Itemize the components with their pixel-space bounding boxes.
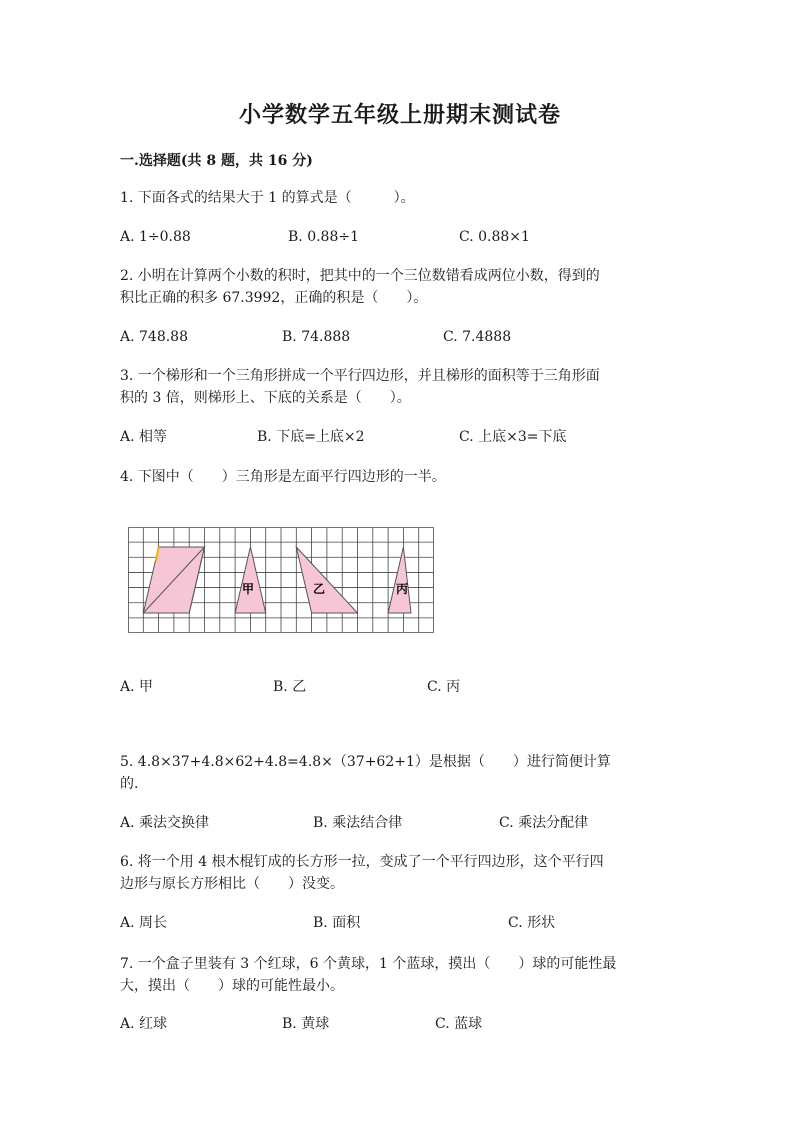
question-7-option-a[interactable]: A. 红球 [120, 1016, 168, 1032]
triangle-bing-label: 丙 [396, 582, 409, 596]
triangle-jia-label: 甲 [242, 582, 255, 596]
question-4-option-a[interactable]: A. 甲 [120, 679, 154, 695]
question-3-line-1: 3. 一个梯形和一个三角形拼成一个平行四边形，并且梯形的面积等于三角形面 [120, 368, 600, 384]
question-6-line-2: 边形与原长方形相比（ ）没变。 [120, 876, 344, 892]
question-7 [120, 953, 690, 997]
question-1-options [120, 226, 690, 248]
question-5-line-1: 5. 4.8×37+4.8×62+4.8=4.8×（37+62+1）是根据（ ）进行简便计算 [120, 754, 611, 770]
question-1 [120, 187, 690, 209]
question-4-options [120, 676, 690, 698]
question-1-option-b[interactable]: B. 0.88÷1 [288, 229, 359, 245]
question-3 [120, 365, 690, 409]
question-7-option-b[interactable]: B. 黄球 [282, 1016, 330, 1032]
section-heading: 一.选择题(共 8 题，共 16 分) [120, 153, 313, 169]
question-3-option-c[interactable]: C. 上底×3=下底 [459, 429, 567, 445]
question-7-options [120, 1013, 690, 1035]
question-2 [120, 265, 690, 309]
question-1-option-c[interactable]: C. 0.88×1 [459, 229, 530, 245]
question-6-options [120, 912, 690, 934]
question-6-option-b[interactable]: B. 面积 [313, 915, 361, 931]
question-7-option-c[interactable]: C. 蓝球 [435, 1016, 483, 1032]
question-3-option-a[interactable]: A. 相等 [120, 429, 168, 445]
question-6-option-c[interactable]: C. 形状 [508, 915, 556, 931]
question-6-option-a[interactable]: A. 周长 [120, 915, 168, 931]
question-4 [120, 466, 690, 488]
question-2-option-b[interactable]: B. 74.888 [282, 329, 351, 345]
question-4-option-b[interactable]: B. 乙 [273, 679, 307, 695]
question-1-line-1: 1. 下面各式的结果大于 1 的算式是（ ）。 [120, 190, 415, 206]
question-7-line-1: 7. 一个盒子里装有 3 个红球，6 个黄球，1 个蓝球，摸出（ ）球的可能性最 [120, 956, 617, 972]
question-2-option-a[interactable]: A. 748.88 [120, 329, 188, 345]
question-1-option-a[interactable]: A. 1÷0.88 [120, 229, 191, 245]
question-5 [120, 751, 690, 795]
question-2-line-1: 2. 小明在计算两个小数的积时，把其中的一个三位数错看成两位小数，得到的 [120, 268, 600, 284]
question-3-option-b[interactable]: B. 下底=上底×2 [257, 429, 365, 445]
question-3-line-2: 积的 3 倍，则梯形上、下底的关系是（ ）。 [120, 390, 411, 406]
question-4-line-1: 4. 下图中（ ）三角形是左面平行四边形的一半。 [120, 469, 446, 485]
question-5-options [120, 812, 690, 834]
exam-title: 小学数学五年级上册期末测试卷 [238, 102, 561, 128]
question-5-option-a[interactable]: A. 乘法交换律 [120, 815, 210, 831]
question-6-line-1: 6. 将一个用 4 根木棍钉成的长方形一拉，变成了一个平行四边形，这个平行四 [120, 854, 604, 870]
question-6 [120, 851, 690, 895]
question-5-option-c[interactable]: C. 乘法分配律 [499, 815, 589, 831]
question-4-option-c[interactable]: C. 丙 [427, 679, 461, 695]
grid-figure [128, 527, 434, 633]
question-2-line-2: 积比正确的积多 67.3992，正确的积是（ ）。 [120, 290, 428, 306]
question-2-option-c[interactable]: C. 7.4888 [443, 329, 512, 345]
question-7-line-2: 大，摸出（ ）球的可能性最小。 [120, 978, 344, 994]
question-3-options [120, 426, 690, 448]
triangle-yi-label: 乙 [313, 582, 326, 596]
question-5-line-2: 的. [120, 776, 139, 792]
question-5-option-b[interactable]: B. 乘法结合律 [313, 815, 403, 831]
question-2-options [120, 326, 690, 348]
